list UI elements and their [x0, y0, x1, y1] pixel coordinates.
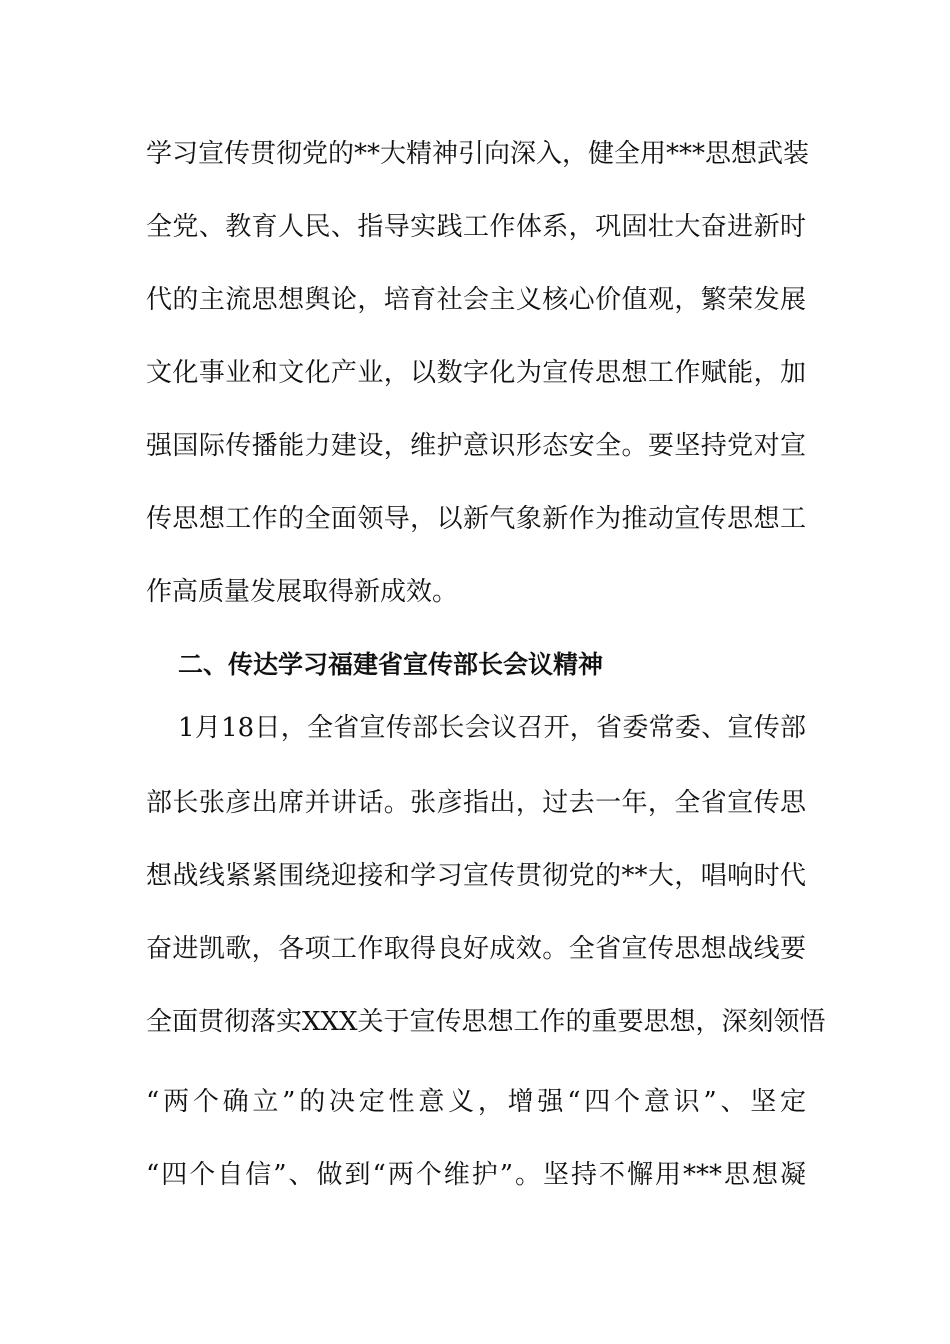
paragraph-line: 奋进凯歌，各项工作取得良好成效。全省宣传思想战线要 [146, 934, 806, 964]
paragraph-line: “两个确立”的决定性意义，增强“四个意识”、坚定 [146, 1087, 806, 1117]
paragraph-line: 代的主流思想舆论，培育社会主义核心价值观，繁荣发展 [146, 285, 806, 315]
paragraph-line: 文化事业和文化产业，以数字化为宣传思想工作赋能，加 [146, 358, 806, 388]
section-heading: 二、传达学习福建省宣传部长会议精神 [178, 650, 604, 679]
paragraph-line: 部长张彦出席并讲话。张彦指出，过去一年，全省宣传思 [146, 788, 806, 818]
paragraph-line: 作高质量发展取得新成效。 [146, 577, 459, 607]
paragraph-line: 想战线紧紧围绕迎接和学习宣传贯彻党的**大，唱响时代 [146, 861, 806, 891]
paragraph-line: 全面贯彻落实XXX关于宣传思想工作的重要思想，深刻领悟 [146, 1007, 826, 1037]
paragraph-line: 强国际传播能力建设，维护意识形态安全。要坚持党对宣 [146, 431, 806, 461]
paragraph-line: “四个自信”、做到“两个维护”。坚持不懈用***思想凝 [146, 1160, 806, 1190]
paragraph-line: 传思想工作的全面领导，以新气象新作为推动宣传思想工 [146, 504, 806, 534]
paragraph-line: 全党、教育人民、指导实践工作体系，巩固壮大奋进新时 [146, 212, 806, 242]
paragraph-line: 1月18日，全省宣传部长会议召开，省委常委、宣传部 [178, 713, 806, 743]
paragraph-line: 学习宣传贯彻党的**大精神引向深入，健全用***思想武装 [146, 139, 810, 169]
